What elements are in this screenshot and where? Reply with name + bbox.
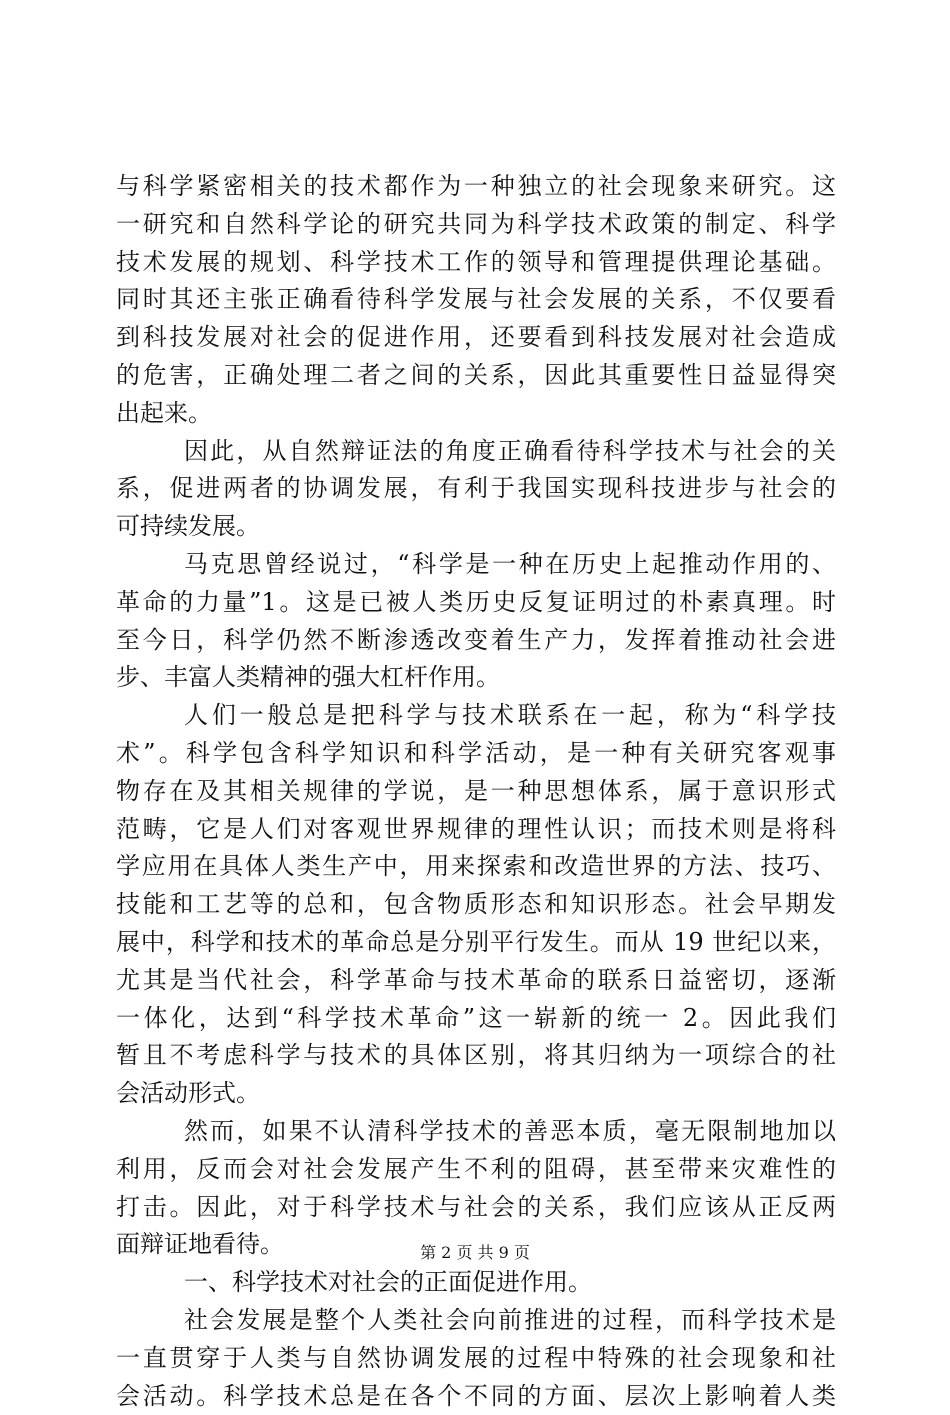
text-line: 一、科学技术对社会的正面促进作用。 [116, 1264, 836, 1302]
text-line: 革命的力量”1。这是已被人类历史反复证明过的朴素真理。时 [116, 584, 836, 622]
text-line: 利用，反而会对社会发展产生不利的阻碍，甚至带来灾难性的 [116, 1151, 836, 1189]
text-line: 一研究和自然科学论的研究共同为科学技术政策的制定、科学 [116, 206, 836, 244]
text-line: 面辩证地看待。 [116, 1226, 836, 1264]
text-line: 出起来。 [116, 395, 836, 433]
text-line: 一体化，达到“科学技术革命”这一崭新的统一 2。因此我们 [116, 1000, 836, 1038]
text-line: 步、丰富人类精神的强大杠杆作用。 [116, 659, 836, 697]
text-line: 到科技发展对社会的促进作用，还要看到科技发展对社会造成 [116, 319, 836, 357]
page-footer: 第 2 页 共 9 页 [0, 1240, 950, 1263]
text-line: 会活动形式。 [116, 1075, 836, 1113]
document-body [116, 168, 836, 1415]
text-line: 展中，科学和技术的革命总是分别平行发生。而从 19 世纪以来， [116, 924, 836, 962]
text-line: 至今日，科学仍然不断渗透改变着生产力，发挥着推动社会进 [116, 622, 836, 660]
text-line: 社会发展是整个人类社会向前推进的过程，而科学技术是 [116, 1302, 836, 1340]
text-line: 与科学紧密相关的技术都作为一种独立的社会现象来研究。这 [116, 168, 836, 206]
text-line: 的危害，正确处理二者之间的关系，因此其重要性日益显得突 [116, 357, 836, 395]
text-line: 学应用在具体人类生产中，用来探索和改造世界的方法、技巧、 [116, 848, 836, 886]
text-line: 马克思曾经说过，“科学是一种在历史上起推动作用的、 [116, 546, 836, 584]
text-line: 术”。科学包含科学知识和科学活动，是一种有关研究客观事 [116, 735, 836, 773]
text-line: 系，促进两者的协调发展，有利于我国实现科技进步与社会的 [116, 470, 836, 508]
text-line: 因此，从自然辩证法的角度正确看待科学技术与社会的关 [116, 433, 836, 471]
text-line: 物存在及其相关规律的学说，是一种思想体系，属于意识形式 [116, 773, 836, 811]
text-line: 尤其是当代社会，科学革命与技术革命的联系日益密切，逐渐 [116, 962, 836, 1000]
text-line: 打击。因此，对于科学技术与社会的关系，我们应该从正反两 [116, 1189, 836, 1227]
text-line: 然而，如果不认清科学技术的善恶本质，毫无限制地加以 [116, 1113, 836, 1151]
text-line: 会活动。科学技术总是在各个不同的方面、层次上影响着人类 [116, 1378, 836, 1415]
text-line: 人们一般总是把科学与技术联系在一起，称为“科学技 [116, 697, 836, 735]
text-line: 范畴，它是人们对客观世界规律的理性认识；而技术则是将科 [116, 811, 836, 849]
text-line: 技能和工艺等的总和，包含物质形态和知识形态。社会早期发 [116, 886, 836, 924]
text-line: 同时其还主张正确看待科学发展与社会发展的关系，不仅要看 [116, 281, 836, 319]
text-line: 可持续发展。 [116, 508, 836, 546]
text-line: 暂且不考虑科学与技术的具体区别，将其归纳为一项综合的社 [116, 1037, 836, 1075]
text-line: 一直贯穿于人类与自然协调发展的过程中特殊的社会现象和社 [116, 1340, 836, 1378]
text-line: 技术发展的规划、科学技术工作的领导和管理提供理论基础。 [116, 244, 836, 282]
